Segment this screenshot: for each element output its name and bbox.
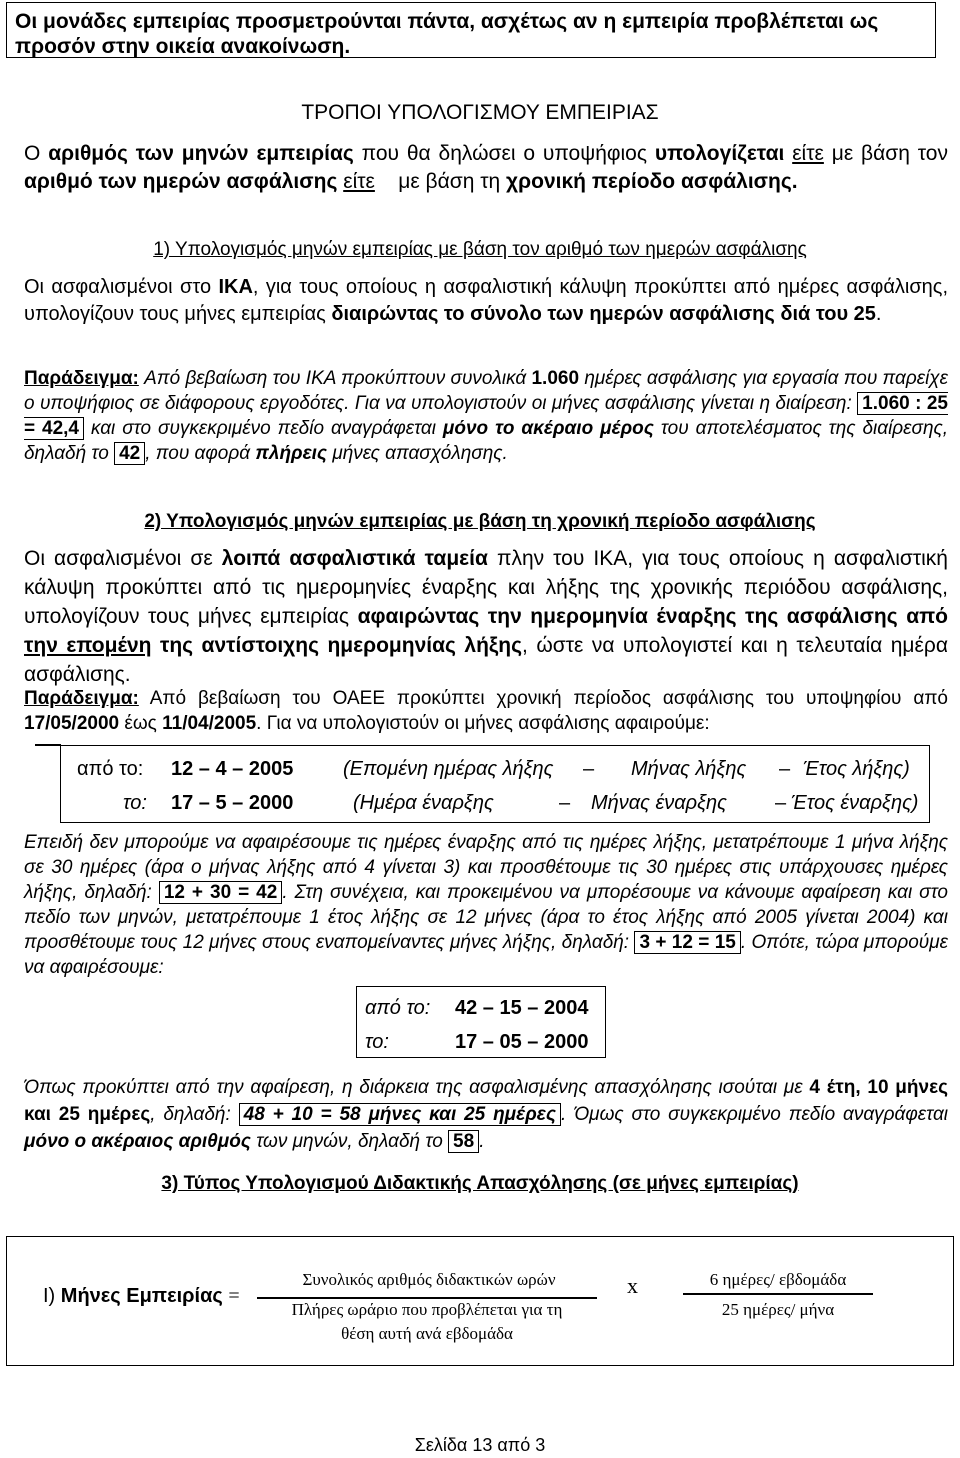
calc2-row-end: από το:	[365, 997, 431, 1019]
calc-row-end-a: (Επομένη ημέρας λήξης	[343, 758, 554, 780]
formula-denominator-2: 25 ημέρες/ μήνα	[721, 1300, 835, 1319]
calc-row-end-b: Μήνας λήξης	[631, 758, 747, 780]
section2-explanation: Επειδή δεν μπορούμε να αφαιρέσουμε τις ημέρες έναρξης από τις ημέρες λήξης, μετατρέπουμε 1 μήνα λήξης σε 30 ημέρες (άρα ο μήνας λήξης από 4 γίνεται 3) και προσθέτουμε τις 30 ημέρες στις υπάρχουσες ημέρες λήξης, δηλαδή: 12 + 30 = 42 . Στη συνέχεια, και προκειμένου να μπορέσουμε να κάνουμε αφαίρεση και στο πεδίο των μηνών, μετατρέπουμε 1 έτος λήξης σε 12 μήνες (άρα το έτος λήξης από 2005 γίνεται 2004) και προσθέτουμε τους 12 μήνες στους εναπομείναντες μήνες λήξης, δηλαδή: 3 + 12 = 15 . Οπότε, τώρα μπορούμε να αφαιρέσουμε:	[24, 832, 949, 978]
section2-heading: 2) Υπολογισμός μηνών εμπειρίας με βάση τη χρονική περίοδο ασφάλισης	[144, 511, 816, 532]
final-box: 58	[448, 1130, 479, 1153]
calc-row-end-dash2: –	[779, 758, 791, 780]
months-box: 3 + 12 = 15	[634, 931, 740, 954]
total-box: 48 + 10 = 58 μήνες και 25 ημέρες	[239, 1103, 561, 1126]
calc-row-start-a: (Ημέρα έναρξης	[353, 792, 494, 814]
calc-row-end-date: 12 – 4 – 2005	[171, 758, 294, 780]
calc-row-start-dash1: –	[559, 792, 571, 814]
calc-row-start-dash2: –	[775, 792, 787, 814]
notice-box	[6, 2, 936, 58]
subtraction-box-2	[356, 986, 606, 1058]
calc-row-end-c: Έτος λήξης)	[803, 758, 910, 780]
formula-box	[6, 1236, 954, 1366]
calc-row-end: από το:	[77, 758, 144, 780]
page-footer: Σελίδα 13 από 3	[414, 1435, 546, 1455]
calc-row-end-dash1: –	[583, 758, 595, 780]
methods-paragraph: Ο αριθμός των μηνών εμπειρίας που θα δηλώσει ο υποψήφιος υπολογίζεται είτε με βάση τον αριθμό των ημερών ασφάλισης είτε με βάση τη χρονική περίοδο ασφάλισης.	[24, 142, 948, 193]
notice-text: Οι μονάδες εμπειρίας προσμετρούνται πάντα, ασχέτως αν η εμπειρία προβλέπεται ως προσόν στην οικεία ανακοίνωση.	[15, 10, 879, 58]
result-box: 42	[114, 442, 145, 465]
division-box: 1.060 : 25 = 42,4	[24, 393, 948, 439]
section2-example: Παράδειγμα: Από βεβαίωση του ΟΑΕΕ προκύπτει χρονική περίοδος ασφάλισης του υποψηφίου από 17/05/2000 έως 11/04/2005. Για να υπολογιστούν οι μήνες ασφάλισης αφαιρούμε:	[24, 688, 948, 734]
formula-lhs: Ι) Μήνες Εμπειρίας =	[43, 1285, 240, 1307]
calc2-row-start-value: 17 – 05 – 2000	[455, 1031, 589, 1053]
formula-numerator-1: Συνολικός αριθμός διδακτικών ωρών	[302, 1270, 556, 1289]
section1-example: Παράδειγμα: Από βεβαίωση του ΙΚΑ προκύπτουν συνολικά 1.060 ημέρες ασφάλισης για εργασία που παρείχε ο υποψήφιος σε διάφορους εργοδότες. Για να υπολογιστούν οι μήνες ασφάλισης γίνεται η διαίρεση: 1.060 : 25 = 42,4 και στο συγκεκριμένο πεδίο αναγράφεται μόνο το ακέραιο μέρος του αποτελέσματος της διαίρεσης, δηλαδή το 42 , που αφορά πλήρεις μήνες απασχόλησης.	[24, 368, 949, 464]
calc-row-start: το:	[123, 792, 147, 814]
section2-paragraph: Οι ασφαλισμένοι σε λοιπά ασφαλιστικά ταμεία πλην του ΙΚΑ, για τους οποίους η ασφαλιστική κάλυψη προκύπτει από τις ημερομηνίες έναρξης και λήξης της χρονικής περιόδου ασφάλισης, υπολογίζουν τους μήνες εμπειρίας αφαιρώντας την ημερομηνία έναρξης της ασφάλισης από την επομένη της αντίστοιχης ημερομηνίας λήξης, ώστε να υπολογιστεί και η τελευταία ημέρα ασφάλισης.	[24, 547, 949, 686]
fraction-line-2	[683, 1293, 873, 1295]
section1-heading: 1) Υπολογισμός μηνών εμπειρίας με βάση τον αριθμό των ημερών ασφάλισης	[153, 239, 807, 260]
calc-row-start-c: Έτος έναρξης)	[791, 792, 919, 814]
formula-denominator-1a: Πλήρες ωράριο που προβλέπεται για τη	[291, 1300, 563, 1319]
subtraction-box	[60, 745, 930, 823]
calc-row-start-b: Μήνας έναρξης	[591, 792, 727, 814]
days-box: 12 + 30 = 42	[159, 881, 282, 904]
formula-denominator-1b: θέση αυτή ανά εβδομάδα	[341, 1324, 513, 1343]
calc-row-start-date: 17 – 5 – 2000	[171, 792, 294, 814]
calc2-row-end-value: 42 – 15 – 2004	[455, 997, 589, 1019]
calc2-row-start: το:	[365, 1031, 389, 1053]
section3-heading: 3) Τύπος Υπολογισμού Διδακτικής Απασχόλησης (σε μήνες εμπειρίας)	[161, 1173, 799, 1194]
methods-heading: ΤΡΟΠΟΙ ΥΠΟΛΟΓΙΣΜΟΥ ΕΜΠΕΙΡΙΑΣ	[301, 101, 659, 124]
section1-paragraph: Οι ασφαλισμένοι στο ΙΚΑ, για τους οποίους η ασφαλιστική κάλυψη προκύπτει από ημέρες ασφάλισης, υπολογίζουν τους μήνες εμπειρίας διαιρώντας το σύνολο των ημερών ασφάλισης διά του 25.	[24, 276, 948, 325]
formula-numerator-2: 6 ημέρες/ εβδομάδα	[709, 1270, 847, 1289]
section2-result: Όπως προκύπτει από την αφαίρεση, η διάρκεια της ασφαλισμένης απασχόλησης ισούται με 4 έτη, 10 μήνες και 25 ημέρες, δηλαδή: 48 + 10 = 58 μήνες και 25 ημέρες . Όμως στο συγκεκριμένο πεδίο αναγράφεται μόνο ο ακέραιος αριθμός των μηνών, δηλαδή το 58 .	[24, 1077, 949, 1152]
multiply-sign: x	[627, 1273, 638, 1298]
